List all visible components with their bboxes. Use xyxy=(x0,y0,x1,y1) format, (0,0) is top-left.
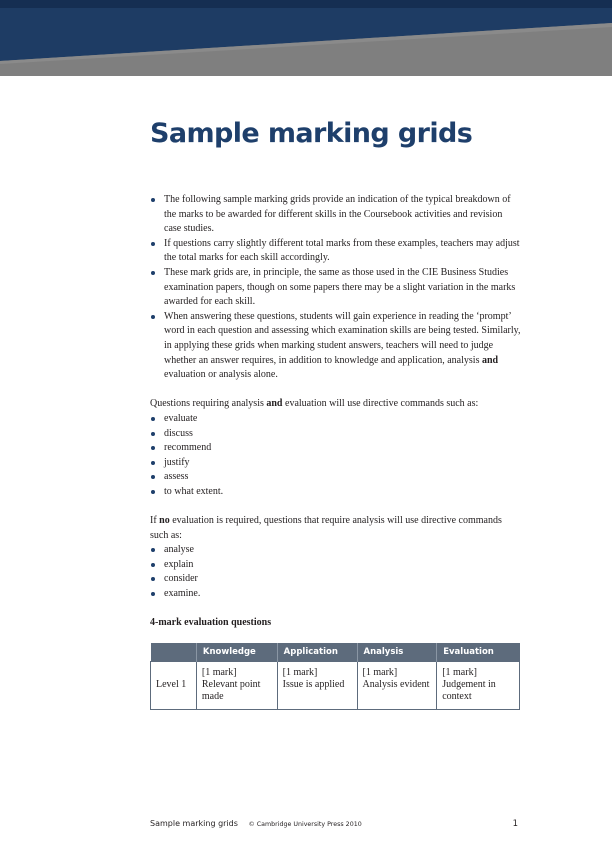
evaluation-commands-list xyxy=(150,412,522,500)
mark-description: Judgement in context xyxy=(442,679,496,702)
table-cell xyxy=(357,662,437,710)
list-item: analyse xyxy=(150,543,522,558)
column-header-analysis: Analysis xyxy=(357,643,437,662)
no-evaluation-paragraph xyxy=(150,514,522,543)
list-item: evaluate xyxy=(150,412,522,427)
table-cell xyxy=(437,662,520,710)
analysis-evaluation-paragraph xyxy=(150,397,522,412)
main-content xyxy=(150,193,522,631)
column-header-knowledge: Knowledge xyxy=(196,643,277,662)
page-number: 1 xyxy=(512,819,518,829)
footer-copyright: © Cambridge University Press 2010 xyxy=(248,821,362,828)
intro-bullet-list xyxy=(150,193,522,383)
column-header xyxy=(151,643,197,662)
list-item: justify xyxy=(150,456,522,471)
list-item: If questions carry slightly different total marks from these examples, teachers may adjust the total marks for each skill accordingly. xyxy=(150,237,522,266)
table-cell xyxy=(196,662,277,710)
text-run: Questions requiring analysis xyxy=(150,398,267,410)
page-footer xyxy=(150,819,518,831)
list-item: consider xyxy=(150,572,522,587)
bold-text: and xyxy=(266,398,283,410)
mark-value: [1 mark] xyxy=(201,667,237,678)
list-item: assess xyxy=(150,470,522,485)
header-banner xyxy=(0,0,612,76)
mark-description: Analysis evident xyxy=(362,679,430,690)
list-item: examine. xyxy=(150,587,522,602)
list-item: explain xyxy=(150,558,522,573)
analysis-commands-list xyxy=(150,543,522,601)
list-item: recommend xyxy=(150,441,522,456)
footer-section-title: Sample marking grids xyxy=(150,819,238,828)
bold-text: no xyxy=(159,515,170,527)
mark-value: [1 mark] xyxy=(282,667,318,678)
text-run: If xyxy=(150,515,160,527)
text-run: When answering these questions, students will gain experience in reading the ‘prompt’ word in each question and assessing which examination skills are being tested. Similarly, in applying these grids when marking student answers, teachers will need to judge whether an answer requires, in addition to knowledge and application, analysis xyxy=(164,310,521,366)
mark-value: [1 mark] xyxy=(362,667,398,678)
list-item xyxy=(150,310,522,383)
list-item: to what extent. xyxy=(150,485,522,500)
column-header-application: Application xyxy=(277,643,357,662)
page-title: Sample marking grids xyxy=(150,118,473,149)
text-run: evaluation is required, questions that require analysis will use directive commands such as: xyxy=(150,515,502,541)
text-run: evaluation or analysis alone. xyxy=(164,369,278,381)
table-row xyxy=(151,662,520,710)
banner-top-strip xyxy=(0,0,612,8)
list-item: These mark grids are, in principle, the same as those used in the CIE Business Studies examination papers, though on some papers there may be a slight variation in the marks awarded for each skill. xyxy=(150,266,522,310)
bold-text: and xyxy=(481,354,499,366)
table-heading: 4-mark evaluation questions xyxy=(150,617,272,629)
mark-description: Issue is applied xyxy=(282,679,345,690)
list-item: discuss xyxy=(150,427,522,442)
mark-value: [1 mark] xyxy=(442,667,477,678)
list-item: The following sample marking grids provide an indication of the typical breakdown of the marks to be awarded for different skills in the Coursebook activities and revision case studies. xyxy=(150,193,522,237)
table-cell xyxy=(277,662,357,710)
column-header-evaluation: Evaluation xyxy=(437,643,520,662)
table-header-row xyxy=(151,643,520,662)
level-cell: Level 1 xyxy=(151,662,197,710)
marking-grid-table xyxy=(150,643,520,710)
mark-description: Relevant point made xyxy=(201,679,261,702)
text-run: evaluation will use directive commands such as: xyxy=(282,398,479,410)
